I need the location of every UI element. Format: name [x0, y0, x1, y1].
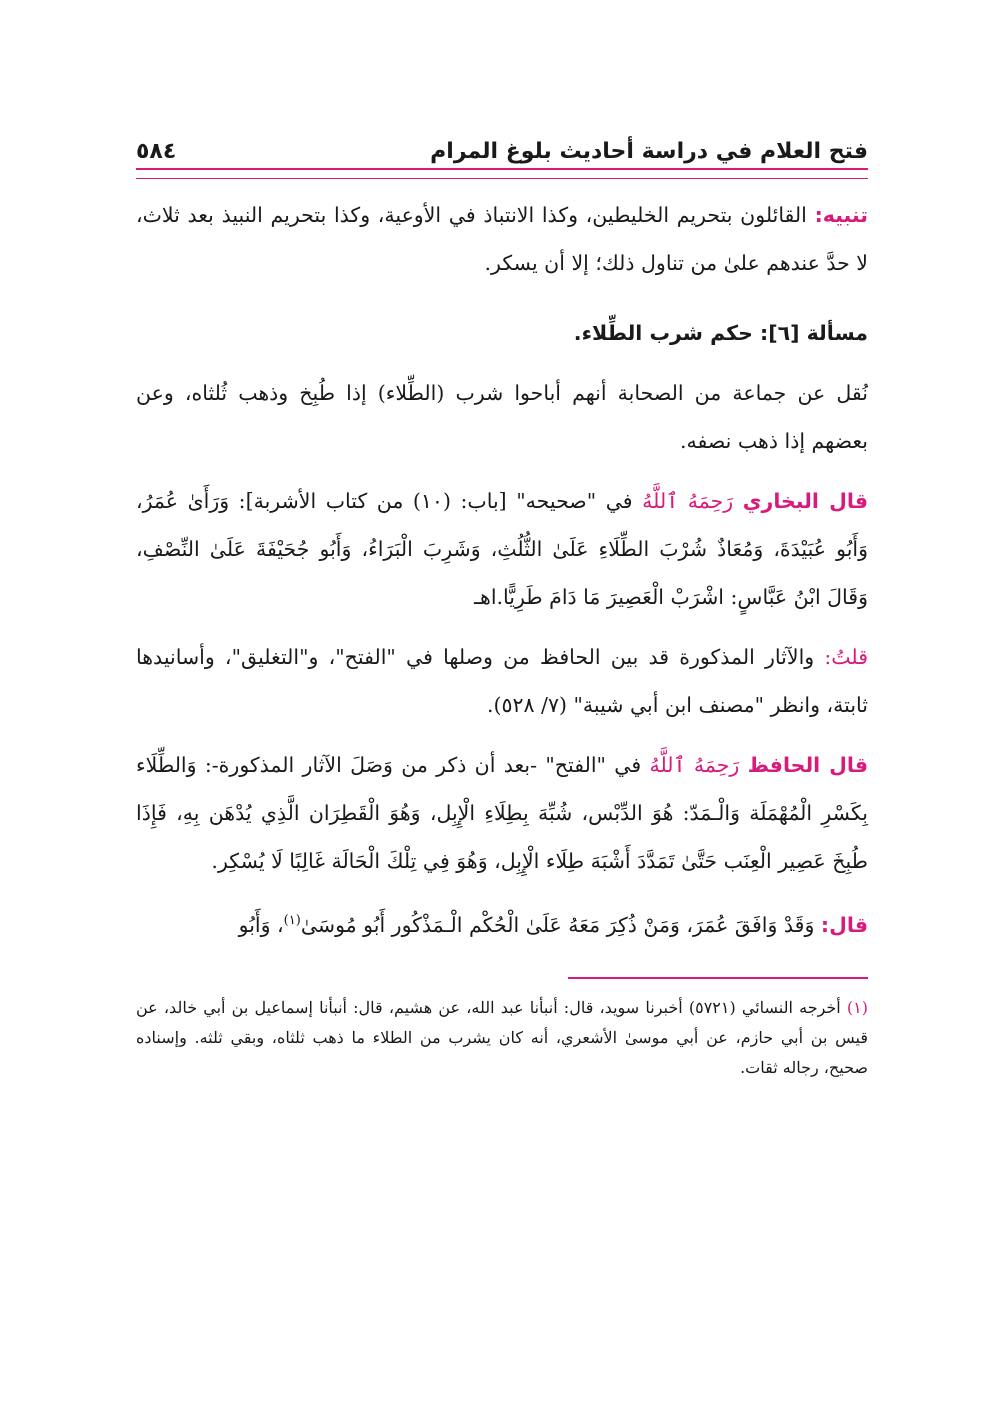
- qal-paragraph: [136, 897, 868, 949]
- footnote-ref[interactable]: (١): [283, 913, 301, 928]
- qal-text: وَقَدْ وَافَقَ عُمَرَ، وَمَنْ ذُكِرَ مَعَهُ عَلَىٰ الْحُكْم الْـمَذْكُور أَبُو مُوسَىٰ: [300, 912, 821, 937]
- issue-title: حكم شرب الطِّلاء.: [573, 321, 761, 345]
- page-number: ٥٨٤: [136, 139, 177, 164]
- qultu-paragraph: [136, 633, 868, 729]
- footnote: [136, 993, 868, 1083]
- bukhari-pre: في: [596, 489, 633, 513]
- book-title: فتح العلام في دراسة أحاديث بلوغ المرام: [430, 139, 868, 164]
- paragraph-1: نُقل عن جماعة من الصحابة أنهم أباحوا شرب (الطِّلاء) إذا طُبِخ وذهب ثُلثاه، وعن بعضهم إذا ذهب نصفه.: [136, 381, 868, 453]
- qultu-label: قلتُ:: [824, 645, 868, 669]
- bukhari-book: "صحيحه": [516, 489, 597, 513]
- qal-tail: ، وَأَبُو: [238, 912, 284, 937]
- footnote-rule: [568, 977, 868, 979]
- hafiz-pre: في: [605, 753, 642, 777]
- qultu-text-4: (٧/ ٥٢٨).: [486, 693, 574, 717]
- note-text: القائلون بتحريم الخليطين، وكذا الانتباذ في الأوعية، وكذا بتحريم النبيذ بعد ثلاث، لا حدَّ عندهم علىٰ من تناول ذلك؛ إلا أن يسكر.: [136, 203, 868, 275]
- qultu-text-3: ، وأسانيدها ثابتة، وانظر: [136, 645, 868, 717]
- note-paragraph: [136, 191, 868, 287]
- hafiz-text: -بعد أن ذكر من وَصَلَ الآثار المذكورة-: وَالطِّلَاء بِكَسْرِ الْمُهْمَلَة وَالْـمَدّ: هُوَ الدِّبْس، شُبِّهَ بِطِلَاءِ الْإِبِل، وَهُوَ الْقَطِرَان الَّذِي يُدْهَن بِهِ، فَإِذَا طُبِخَ عَصِير الْعِنَب حَتَّىٰ تَمَدَّدَ أَشْبَهَ طِلَاء الْإِبِل، وَهُوَ فِي تِلْكَ الْحَالَة غَالِبًا لَا يُسْكِر.: [136, 753, 868, 873]
- qal-label: قال:: [820, 912, 868, 937]
- issue-heading: [136, 309, 868, 357]
- bukhari-text: [باب: (١٠) من كتاب الأشربة]: وَرَأَىٰ عُمَرُ، وَأَبُو عُبَيْدَةَ، وَمُعَاذٌ شُرْبَ الطِّلَاءِ عَلَىٰ الثُّلُثِ، وَشَرِبَ الْبَرَاءُ، وَأَبُو جُحَيْفَةَ عَلَىٰ النِّصْفِ، وَقَالَ ابْنُ عَبَّاسٍ: اشْرَبْ الْعَصِيرَ مَا دَامَ طَرِيًّا.اهـ: [136, 489, 868, 609]
- footnote-marker: (١): [846, 997, 869, 1017]
- note-label: تنبيه:: [814, 203, 868, 227]
- footnote-text: أخرجه النسائي (٥٧٢١) أخبرنا سويد، قال: أنبأنا عبد الله، عن هشيم، قال: أنبأنا إسماعيل بن أبي خالد، عن قيس بن أبي حازم، عن أبي موسىٰ الأشعري، أنه كان يشرب من الطلاء ما ذهب ثلثاه، وبقي ثلثه. وإسناده صحيح، رجاله ثقات.: [136, 997, 868, 1077]
- page: [136, 120, 868, 1083]
- qultu-text-1: والآثار المذكورة قد بين الحافظ من وصلها في: [395, 645, 825, 669]
- issue-label: مسألة [٦]:: [760, 321, 868, 345]
- hafiz-paragraph: [136, 741, 868, 885]
- hafiz-label: قال الحافظ: [747, 753, 869, 777]
- qultu-text-2: ، و: [308, 645, 336, 669]
- qultu-book-1: "الفتح": [335, 645, 396, 669]
- page-header: [136, 120, 868, 164]
- bukhari-paragraph: [136, 477, 868, 621]
- rahimahu-honorific-2: رَحِمَهُ ٱللَّهُ: [641, 753, 748, 777]
- qultu-book-2: "التغليق": [231, 645, 309, 669]
- rahimahu-honorific: رَحِمَهُ ٱللَّهُ: [632, 489, 743, 513]
- bukhari-label: قال البخاري: [742, 489, 868, 513]
- qultu-book-3: "مصنف ابن أبي شيبة": [573, 693, 765, 717]
- header-rule: [136, 168, 868, 179]
- hafiz-book: "الفتح": [545, 753, 606, 777]
